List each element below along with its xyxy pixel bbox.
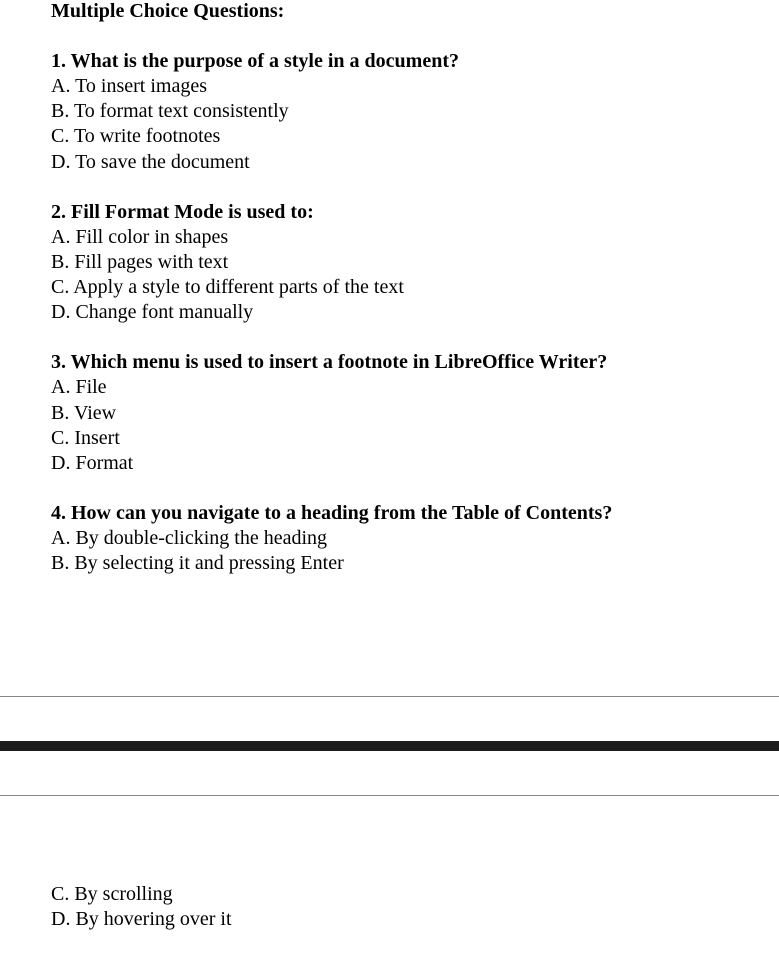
option-d: D. Format <box>51 451 134 474</box>
option-a: A. Fill color in shapes <box>51 225 229 248</box>
question-title: 3. Which menu is used to insert a footnote in LibreOffice Writer? <box>51 351 608 374</box>
option-b: B. Fill pages with text <box>51 250 229 273</box>
question-4-continued <box>51 882 771 932</box>
section-heading: Multiple Choice Questions: <box>51 0 285 22</box>
option-b: B. To format text consistently <box>51 100 289 123</box>
question-title: 4. How can you navigate to a heading from the Table of Contents? <box>51 501 613 524</box>
option-c: C. Apply a style to different parts of the text <box>51 276 404 299</box>
question-3 <box>51 350 771 475</box>
page-break-bar <box>0 741 779 751</box>
option-a: A. By double-clicking the heading <box>51 526 328 549</box>
question-title: 1. What is the purpose of a style in a document? <box>51 50 459 73</box>
question-2 <box>51 200 771 325</box>
document-content <box>51 0 771 576</box>
question-title: 2. Fill Format Mode is used to: <box>51 200 314 223</box>
option-a: A. To insert images <box>51 75 207 98</box>
option-c: C. Insert <box>51 426 120 449</box>
question-1 <box>51 49 771 174</box>
option-a: A. File <box>51 376 107 399</box>
option-c: C. By scrolling <box>51 883 173 905</box>
option-b: B. By selecting it and pressing Enter <box>51 552 344 575</box>
question-4 <box>51 501 771 576</box>
option-d: D. To save the document <box>51 150 250 173</box>
option-c: C. To write footnotes <box>51 125 221 148</box>
option-d: D. By hovering over it <box>51 908 232 931</box>
option-d: D. Change font manually <box>51 301 254 324</box>
option-b: B. View <box>51 401 117 424</box>
